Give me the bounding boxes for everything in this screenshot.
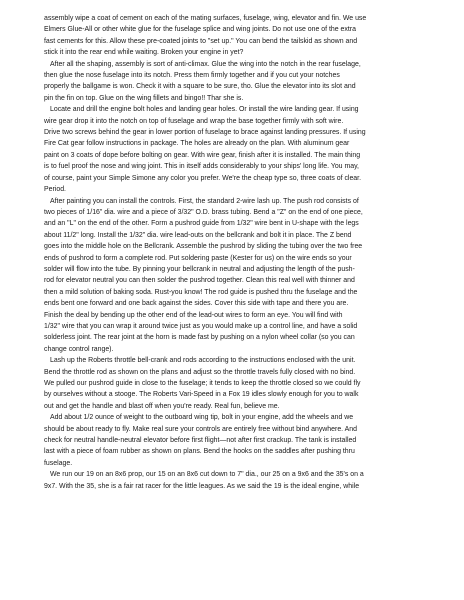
- paragraph-props: We run our 19 on an 8x6 prop, our 15 on an 8x6 cut down to 7" dia., our 25 on a 9x6 and the 35's on a 9x7. With the 35, she is a fair rat racer for the little leagues. As we said the 19 is the ideal engine, while: [44, 471, 364, 490]
- paragraph-weight: Add about 1/2 ounce of weight to the outboard wing tip, bolt in your engine, add the wheels and we should be about ready to fly. Make real sure your controls are entirely free without bind anywhere. And check for neutral handle-neutral elevator before first flight—not after first crackup. The tank is installed last with a piece of foam rubber as shown on plans. Bend the hooks on the saddles after pushing thru fuselage.: [44, 414, 358, 467]
- paragraph-assembly: assembly wipe a coat of cement on each of the mating surfaces, fuselage, wing, elevator and fin. We use Elmers Glue-All or other white glue for the fuselage splice and wing joints. Do not use one of the extra fast cements for this. Allow these pre-coated joints to "set up." You can bend the tailskid as shown and stick it into the rear end while waiting. Broken your engine in yet?: [44, 15, 367, 57]
- paragraph-landing-gear: Locate and drill the engine bolt holes and landing gear holes. Or install the wire landing gear. If using wire gear drop it into the notch on top of fuselage and wrap the base together firmly with soft wire. Drive two screws behind the gear in lower portion of fuselage to brace against landing pressures. If using Fire Cat gear follow instructions in package. The holes are already on the plan. With aluminum gear paint on 3 coats of dope before bolting on gear. With wire gear, finish after it is installed. The main thing is to fuel proof the nose and wing joint. This in itself adds considerably to your ships' long life. You may, of course, paint your Simple Simone any color you prefer. We're the cheap type so, three coats of clear. Period.: [44, 106, 366, 194]
- paragraph-controls: After painting you can install the controls. First, the standard 2-wire lash up. The push rod consists of two pieces of 1/16" dia. wire and a piece of 3/32" O.D. brass tubing. Bend a "Z" on the end of one piece, and an "L" on the end of the other. Form a pushrod guide from 1/32" wire bent in U-shape with the legs about 11/2" long. Install the 1/32" dia. wire lead-outs on the bellcrank and bolt it in place. The Z bend goes into the middle hole on the Bellcrank. Assemble the pushrod by sliding the tubing over the two free ends of pushrod to form a complete rod. Put soldering paste (Kester for us) on the wire ends so your solder will flow into the tube. By pinning your bellcrank in neutral and adjusting the length of the push- rod for elevator neutral you can then solder the pushrod together. Clean this real well with thinner and then a mild solution of baking soda. Rust-you know! The rod guide is pushed thru the fuselage and the ends bent one forward and one back against the sides. Cover this side with tape and there you are. Finish the deal by bending up the other end of the lead-out wires to form an eye. You will find with 1/32" wire that you can wrap it around twice just as you would make up a control line, and have a solid solderless joint. The rear joint at the horn is made fast by pushing on a nylon wheel collar (so you can change control range).: [44, 197, 363, 353]
- paragraph-throttle: Lash up the Roberts throttle bell-crank and rods according to the instructions enclosed with the unit. Bend the throttle rod as shown on the plans and adjust so the throttle travels fully closed with no bind. We pulled our pushrod guide in close to the fuselage; it tends to keep the throttle closed so we could fly by ourselves without a stooge. The Roberts Vari-Speed in a Fox 19 idles slowly enough for you to walk out and get the handle and blast off when you're ready. Real fun, believe me.: [44, 357, 361, 410]
- paragraph-shaping: After all the shaping, assembly is sort of anti-climax. Glue the wing into the notch in the rear fuselage, then glue the nose fuselage into its notch. Press them firmly together and if you cut your notches properly the ballgame is won. Check it with a square to be sure, tho. Glue the elevator into its slot and pin the fin on top. Glue on the wing fillets and bingo!! Thar she is.: [44, 60, 361, 102]
